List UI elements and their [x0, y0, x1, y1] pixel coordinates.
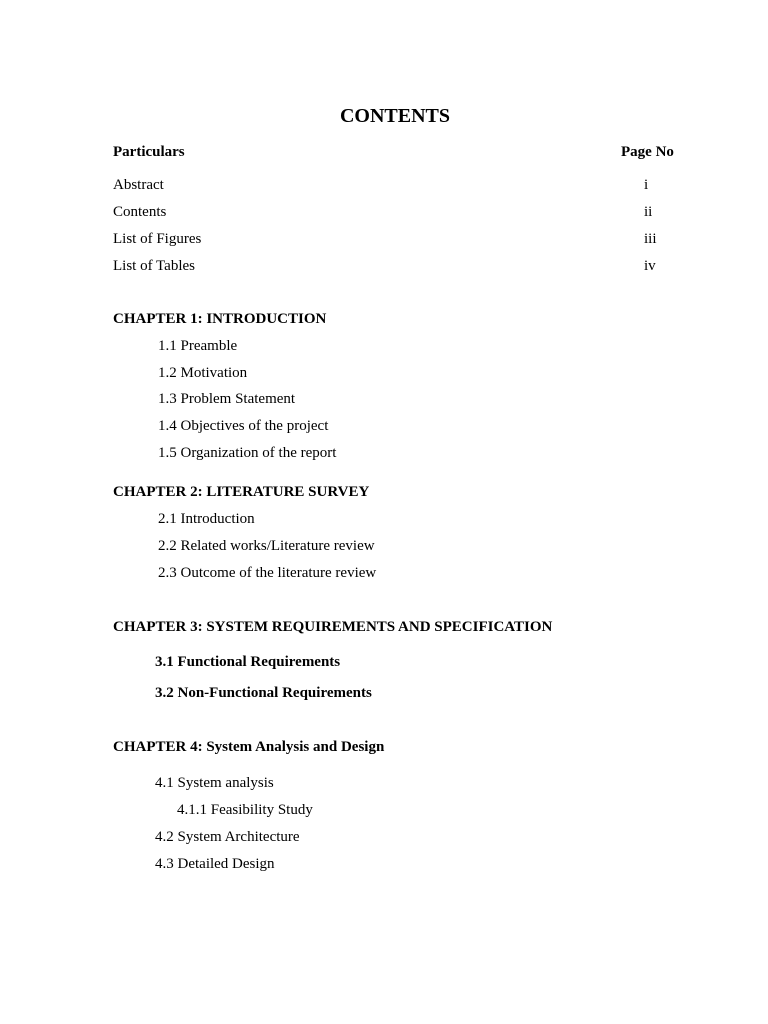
section-1-1: 1.1 Preamble	[158, 338, 238, 354]
chapter-4-heading: CHAPTER 4: System Analysis and Design	[113, 739, 385, 755]
section-1-4: 1.4 Objectives of the project	[158, 418, 329, 434]
page-no-header: Page No	[621, 144, 674, 160]
section-2-2: 2.2 Related works/Literature review	[158, 538, 375, 554]
section-2-1: 2.1 Introduction	[158, 511, 255, 527]
toc-entry-list-of-figures: List of Figures	[113, 231, 202, 247]
section-4-3: 4.3 Detailed Design	[155, 856, 275, 872]
section-4-1-1: 4.1.1 Feasibility Study	[177, 802, 313, 818]
toc-page-list-of-tables: iv	[644, 258, 656, 274]
section-2-3: 2.3 Outcome of the literature review	[158, 565, 377, 581]
toc-entry-abstract: Abstract	[113, 177, 164, 193]
toc-page-abstract: i	[644, 177, 649, 193]
section-1-5: 1.5 Organization of the report	[158, 445, 337, 461]
particulars-header: Particulars	[113, 144, 185, 160]
chapter-2-heading: CHAPTER 2: LITERATURE SURVEY	[113, 484, 370, 500]
toc-entry-list-of-tables: List of Tables	[113, 258, 195, 274]
section-1-3: 1.3 Problem Statement	[158, 391, 296, 407]
section-4-1: 4.1 System analysis	[155, 775, 274, 791]
chapter-1-heading: CHAPTER 1: INTRODUCTION	[113, 311, 327, 327]
chapter-3-heading: CHAPTER 3: SYSTEM REQUIREMENTS AND SPECIFICATION	[113, 619, 553, 635]
section-1-2: 1.2 Motivation	[158, 365, 248, 381]
toc-entry-contents: Contents	[113, 204, 167, 220]
section-4-2: 4.2 System Architecture	[155, 829, 300, 845]
section-3-2: 3.2 Non-Functional Requirements	[155, 685, 372, 701]
page-title: CONTENTS	[339, 105, 451, 127]
toc-page-contents: ii	[644, 204, 653, 220]
toc-page-list-of-figures: iii	[644, 231, 657, 247]
section-3-1: 3.1 Functional Requirements	[155, 654, 341, 670]
